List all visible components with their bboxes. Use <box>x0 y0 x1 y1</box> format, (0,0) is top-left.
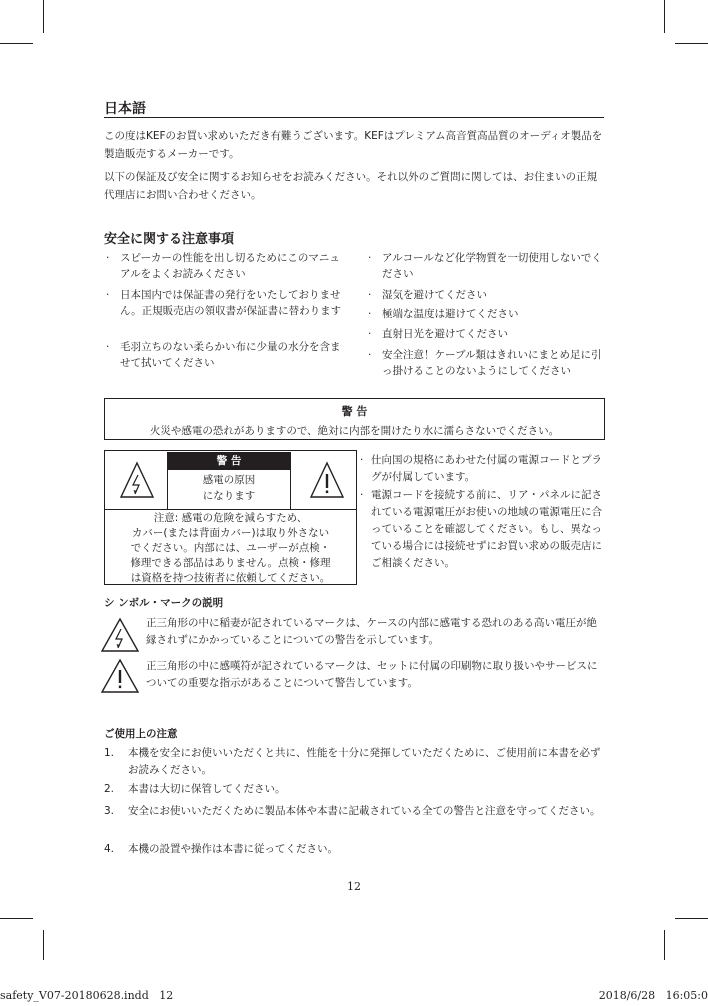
power-note <box>360 487 602 572</box>
bullet: · <box>106 289 110 301</box>
label-line-2: になります <box>202 490 256 502</box>
bullet: · <box>368 328 372 340</box>
bullet: · <box>106 252 110 264</box>
usage-item-number: 1. <box>104 747 115 759</box>
safety-left-item-text: スピーカーの性能を出し切るためにこのマニュアルをよくお読みください <box>120 252 340 280</box>
safety-right-item-text: 湿気を避けてください <box>382 289 487 301</box>
bullet: · <box>368 252 372 264</box>
usage-item <box>104 841 604 858</box>
safety-right-item <box>368 326 608 342</box>
lightning-warning-icon <box>100 617 140 653</box>
crop-mark <box>664 0 665 33</box>
safety-right-item-text: 直射日光を避けてください <box>382 328 508 340</box>
caution-line: 注意: 感電の危険を減らすため、 <box>153 512 308 524</box>
usage-item <box>104 803 604 820</box>
safety-right-item <box>368 347 608 379</box>
usage-item-text: 本書は大切に保管してください。 <box>128 783 286 795</box>
exclamation-warning-icon <box>100 658 140 694</box>
power-note <box>360 452 602 486</box>
safety-right-item-text: アルコールなど化学物質を一切使用しないでください <box>382 252 602 280</box>
heading-rule <box>104 117 604 118</box>
usage-item-number: 3. <box>104 805 115 817</box>
intro-paragraph-2: 以下の保証及び安全に関するお知らせをお読みください。それ以外のご質問に関しては、お住まいの正規代理店にお問い合わせください。 <box>104 171 598 201</box>
crop-mark <box>664 930 665 960</box>
safety-left-item <box>106 250 346 282</box>
warning-box-title: 警 告 <box>341 405 368 418</box>
safety-right-item-text: 極端な温度は避けてください <box>382 308 519 320</box>
power-note-text: 仕向国の規格にあわせた付属の電源コードとプラグが付属しています。 <box>371 454 602 483</box>
usage-item-text: 安全にお使いいただくために製品本体や本書に記載されている全ての警告と注意を守ってください。 <box>128 805 601 817</box>
usage-title: ご使用上の注意 <box>104 728 178 740</box>
safety-left-item <box>106 287 346 319</box>
lightning-warning-icon <box>119 461 155 499</box>
safety-title: 安全に関する注意事項 <box>104 232 235 247</box>
footer-filename: safety_V07-20180628.indd 12 <box>0 989 174 1002</box>
safety-right-item <box>368 306 608 322</box>
symbols-title: シ ンボル・マークの説明 <box>104 597 224 609</box>
label-line-1: 感電の原因 <box>202 474 256 486</box>
crop-mark <box>0 918 33 919</box>
safety-right-item <box>368 250 608 282</box>
usage-item-number: 2. <box>104 783 115 795</box>
bullet: · <box>368 289 372 301</box>
usage-item <box>104 781 604 798</box>
label-header <box>167 452 291 470</box>
crop-mark <box>43 930 44 960</box>
bullet: · <box>368 308 372 320</box>
footer-datetime: 2018/6/28 16:05:0 <box>598 989 708 1002</box>
page-number: 12 <box>347 880 361 893</box>
safety-right-item <box>368 287 608 303</box>
safety-right-item-text: 安全注意！ケーブル類はきれいにまとめ足に引っ掛けることのないようにしてください <box>382 349 602 377</box>
crop-mark <box>675 918 708 919</box>
intro-paragraph-1: この度はKEFのお買い求めいただき有難うございます。KEFはプレミアム高音質高品質のオーディオ製品を製造販売するメーカーです。 <box>104 130 603 160</box>
crop-mark <box>675 43 708 44</box>
caution-text <box>105 511 356 586</box>
safety-left-item-text: 日本国内では保証書の発行をいたしておりません。正規販売店の領収書が保証書に替わります <box>120 289 342 317</box>
caution-line: 修理できる部品はありません。点検・修理 <box>130 557 331 569</box>
label-center-box <box>167 470 291 509</box>
label-header-text: 警 告 <box>216 455 242 467</box>
page-heading: 日本語 <box>104 101 146 117</box>
safety-left-item <box>106 339 346 371</box>
exclamation-warning-icon <box>309 461 345 499</box>
bullet: · <box>368 349 372 361</box>
label-divider <box>105 509 356 510</box>
usage-item-text: 本機を安全にお使いいただくと共に、性能を十分に発揮していただくために、ご使用前に本書を必ずお読みください。 <box>128 747 601 776</box>
caution-label <box>104 450 357 585</box>
caution-line: カバー(または背面カバー)は取り外さない <box>131 527 330 539</box>
safety-left-item-text: 毛羽立ちのない柔らかい布に少量の水分を含ませて拭いてください <box>120 341 341 369</box>
power-note-text: 電源コードを接続する前に、リア・パネルに記されている電源電圧がお使いの地域の電源電圧に合っていることを確認してください。もし、異なっている場合には接続せずにお買い求めの販売店にご相談ください。 <box>371 489 602 569</box>
usage-item-text: 本機の設置や操作は本書に従ってください。 <box>128 843 338 855</box>
usage-item-number: 4. <box>104 843 115 855</box>
usage-item <box>104 745 604 779</box>
caution-line: は資格を持つ技術者に依頼してください。 <box>130 572 331 584</box>
caution-line: でください。内部には、ユーザーが点検・ <box>130 542 331 554</box>
exclamation-symbol-text: 正三角形の中に感嘆符が記されているマークは、セットに付属の印刷物に取り扱いやサービスについての重要な指示があることについて警告しています。 <box>146 660 598 689</box>
bullet: · <box>106 341 110 353</box>
bullet: · <box>360 489 364 501</box>
crop-mark <box>43 0 44 33</box>
warning-box-text: 火災や感電の恐れがありますので、絶対に内部を開けたり水に濡らさないでください。 <box>149 425 560 437</box>
crop-mark <box>0 43 33 44</box>
bullet: · <box>360 454 364 466</box>
warning-box <box>104 398 605 440</box>
lightning-symbol-text: 正三角形の中に稲妻が記されているマークは、ケースの内部に感電する恐れのある高い電圧が絶縁されずにかかっていることについての警告を示しています。 <box>146 617 597 646</box>
